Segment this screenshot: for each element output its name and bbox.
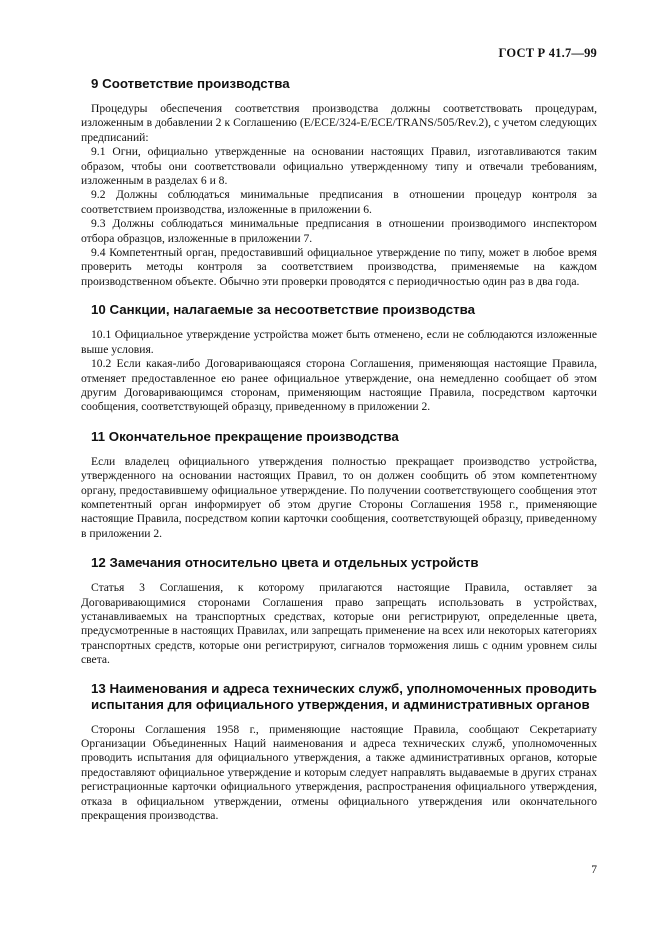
section-11-paragraph: Если владелец официального утверждения полностью прекращает производство устройства, утвержденного на основании настоящих Правил, то он должен сообщить об этом компетентному органу, предоставившему официальное утверждение. По получении соответствующего сообщения этот компетентный орган информирует об этом другие Стороны Соглашения 1958 г., применяющие настоящие Правила, посредством копии карточки сообщения, соответствующей образцу, приведенному в приложении 2. (81, 454, 597, 540)
section-13-body (81, 723, 597, 824)
section-10 (81, 302, 597, 414)
section-9-3-paragraph: 9.3 Должны соблюдаться минимальные предписания в отношении производимого инспектором отбора образцов, изложенные в приложении 7. (81, 217, 597, 245)
section-12-body (81, 581, 597, 667)
section-9 (81, 76, 597, 289)
section-10-title: 10 Санкции, налагаемые за несоответствие производства (91, 302, 476, 318)
section-11-title: 11 Окончательное прекращение производства (91, 428, 399, 444)
section-12-paragraph: Статья 3 Соглашения, к которому прилагаются настоящие Правила, оставляет за Договаривающимися сторонами Соглашения право запрещать использовать в устройствах, устанавливаемых на транспортных средствах, которые они регистрируют, определенные цвета, предусмотренные в настоящих Правилах, или запрещать применение на всех или некоторых категориях транспортных средств, которые они регистрируют, сигналов торможения лишь с одним уровнем силы света. (81, 581, 597, 667)
section-9-1-paragraph: 9.1 Огни, официально утвержденные на основании настоящих Правил, изготавливаются таким образом, чтобы они соответствовали официально утвержденному типу и отвечали требованиям, изложенным в разделах 6 и 8. (81, 145, 597, 188)
section-13 (81, 680, 597, 824)
section-10-body (81, 328, 597, 414)
section-9-paragraph: Процедуры обеспечения соответствия производства должны соответствовать процедурам, изложенным в добавлении 2 к Соглашению (E/ECE/324-E/ECE/TRANS/505/Rev.2), с учетом следующих предписаний: (81, 102, 597, 144)
section-9-2-paragraph: 9.2 Должны соблюдаться минимальные предписания в отношении процедур контроля за соответствием производства, изложенные в приложении 6. (81, 188, 597, 216)
section-10-2-paragraph: 10.2 Если какая-либо Договаривающаяся сторона Соглашения, применяющая настоящие Правила, отменяет предоставленное ею ранее официальное утверждение, она немедленно сообщает об этом другим Договаривающимся сторонам, применяющим настоящие Правила, посредством карточки сообщения, соответствующей образцу, приведенному в приложении 2. (81, 357, 597, 414)
section-9-4-paragraph: 9.4 Компетентный орган, предоставивший официальное утверждение по типу, может в любое время проверить методы контроля за соответствием производства, применяемые на каждом производственном объекте. Обычно эти проверки проводятся с периодичностью один раз в два года. (81, 246, 597, 288)
section-11 (81, 428, 597, 541)
section-9-title: 9 Соответствие производства (91, 76, 290, 91)
section-10-1-paragraph: 10.1 Официальное утверждение устройства может быть отменено, если не соблюдаются изложенные выше условия. (81, 328, 597, 356)
section-9-body (81, 102, 597, 289)
standard-designation: ГОСТ Р 41.7—99 (498, 46, 597, 60)
section-11-body (81, 455, 597, 541)
document-body (81, 76, 597, 823)
section-12 (81, 555, 597, 667)
page-number: 7 (591, 864, 597, 876)
section-12-title: 12 Замечания относительно цвета и отдельных устройств (91, 555, 479, 571)
section-13-paragraph: Стороны Соглашения 1958 г., применяющие настоящие Правила, сообщают Секретариату Организации Объединенных Наций наименования и адреса технических служб, уполномоченных проводить испытания для официального утверждения, а также административных органов, которые предоставляют официальное утверждение и которым следует направлять выдаваемые в других странах регистрационные карточки официального утверждения, распространения официального утверждения, отказа в официальном утверждении, отмены официального утверждения или окончательного прекращения производства. (81, 722, 597, 823)
section-13-title: 13 Наименования и адреса технических служб, уполномоченных проводить испытания для официального утверждения, и административных органов (91, 680, 597, 712)
